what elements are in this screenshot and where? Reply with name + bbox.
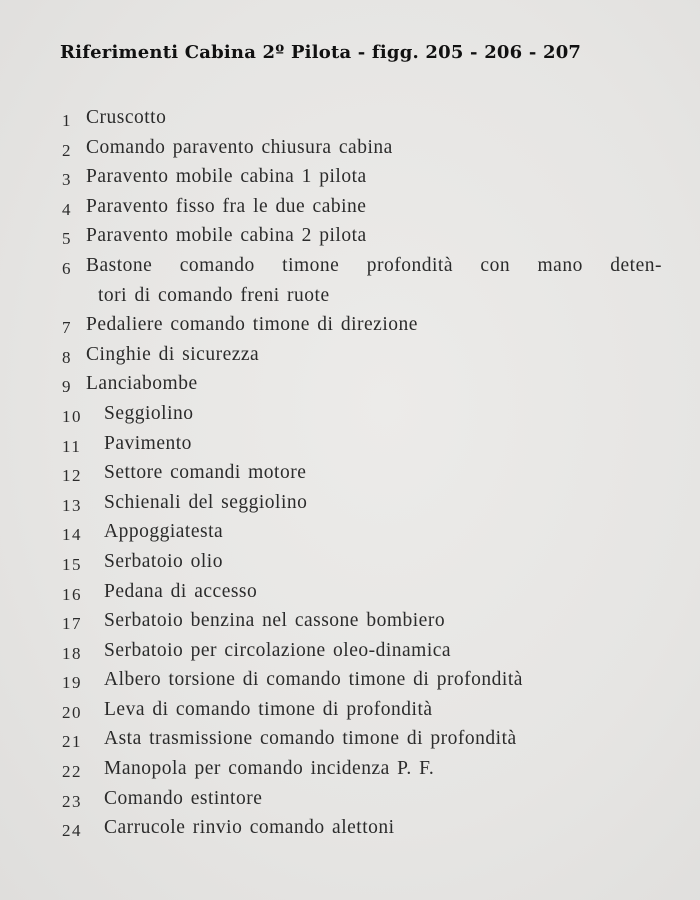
item-number: 9	[62, 377, 72, 397]
list-item	[62, 429, 662, 459]
list-item	[62, 369, 662, 399]
item-number: 12	[62, 466, 82, 486]
list-item	[62, 133, 662, 163]
item-text: Lanciabombe	[86, 373, 198, 395]
item-text: Pedaliere comando timone di direzione	[86, 314, 418, 336]
list-item	[62, 784, 662, 814]
item-number: 6	[62, 258, 72, 278]
item-number: 21	[62, 732, 82, 752]
item-text: Serbatoio per circolazione oleo-dinamica	[104, 639, 452, 661]
list-item	[62, 813, 662, 843]
item-number: 17	[62, 614, 82, 634]
item-number: 15	[62, 554, 82, 574]
list-item	[62, 724, 662, 754]
item-text-continuation: tori di comando freni ruote	[98, 284, 330, 306]
item-text: Pedana di accesso	[104, 580, 258, 602]
list-item	[62, 162, 662, 192]
item-text: Settore comandi motore	[104, 462, 307, 484]
item-number: 13	[62, 495, 82, 515]
item-text: Cinghie di sicurezza	[86, 343, 260, 365]
item-text: Paravento fisso fra le due cabine	[86, 195, 367, 217]
item-text: Schienali del seggiolino	[104, 491, 308, 513]
list-item	[62, 488, 662, 518]
item-number: 2	[62, 140, 72, 160]
item-text: Manopola per comando incidenza P. F.	[104, 758, 435, 780]
item-number: 3	[62, 170, 72, 190]
list-item	[62, 547, 662, 577]
list-item	[62, 192, 662, 222]
item-number: 14	[62, 525, 82, 545]
list-item	[62, 310, 662, 340]
reference-list	[62, 103, 662, 843]
list-item	[62, 458, 662, 488]
item-number: 10	[62, 406, 82, 426]
item-text: Comando paravento chiusura cabina	[86, 136, 393, 158]
list-item	[62, 399, 662, 429]
list-item	[62, 636, 662, 666]
item-text: Bastone comando timone profondità con mano deten-	[86, 254, 662, 276]
item-number: 11	[62, 436, 82, 456]
item-text: Albero torsione di comando timone di profondità	[104, 669, 523, 691]
item-text: Leva di comando timone di profondità	[104, 698, 433, 720]
item-text: Appoggiatesta	[104, 521, 224, 543]
item-number: 20	[62, 702, 82, 722]
list-item	[62, 695, 662, 725]
list-item	[62, 606, 662, 636]
item-text: Serbatoio olio	[104, 550, 223, 572]
item-number: 19	[62, 673, 82, 693]
item-number: 16	[62, 584, 82, 604]
item-number: 7	[62, 318, 72, 338]
list-item	[62, 577, 662, 607]
item-number: 4	[62, 199, 72, 219]
item-number: 1	[62, 111, 72, 130]
item-number: 5	[62, 229, 72, 249]
item-text: Carrucole rinvio comando alettoni	[104, 817, 395, 839]
page-title: Riferimenti Cabina 2º Pilota - figg. 205 - 206 - 207	[60, 42, 582, 63]
item-number: 18	[62, 643, 82, 663]
list-item	[62, 754, 662, 784]
item-number: 23	[62, 791, 82, 811]
item-number: 22	[62, 762, 82, 782]
item-text: Seggiolino	[104, 402, 194, 424]
item-text: Asta trasmissione comando timone di profondità	[104, 728, 517, 750]
item-text: Pavimento	[104, 432, 192, 454]
item-text: Comando estintore	[104, 787, 263, 809]
item-text: Cruscotto	[86, 107, 167, 128]
item-text: Paravento mobile cabina 1 pilota	[86, 166, 367, 188]
list-item	[62, 103, 662, 133]
item-text: Paravento mobile cabina 2 pilota	[86, 225, 367, 247]
list-item	[62, 340, 662, 370]
item-text: Serbatoio benzina nel cassone bombiero	[104, 610, 446, 632]
list-item	[62, 517, 662, 547]
item-number: 24	[62, 821, 82, 841]
item-number: 8	[62, 347, 72, 367]
list-item	[62, 251, 662, 281]
list-item	[62, 221, 662, 251]
list-item	[62, 665, 662, 695]
